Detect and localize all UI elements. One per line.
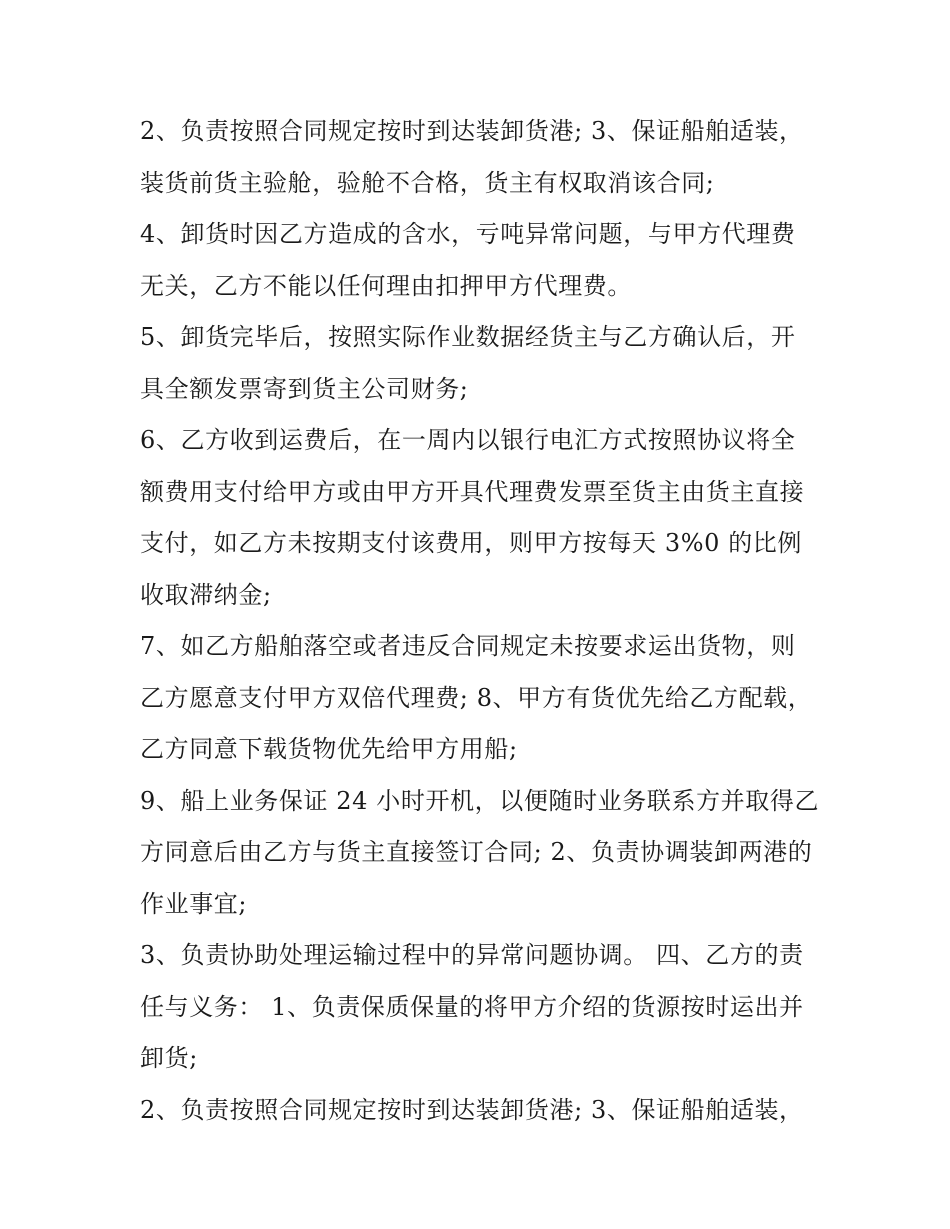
text-line: 作业事宜; bbox=[140, 889, 248, 918]
text-line: 任与义务： 1、负责保质保量的将甲方介绍的货源按时运出并 bbox=[140, 992, 804, 1021]
text-line: 4、卸货时因乙方造成的含水，亏吨异常问题，与甲方代理费 bbox=[140, 220, 796, 248]
text-line: 无关，乙方不能以任何理由扣押甲方代理费。 bbox=[140, 271, 632, 300]
document-body bbox=[140, 108, 820, 1138]
text-line: 9、船上业务保证 24 小时开机，以便随时业务联系方并取得乙 bbox=[140, 786, 820, 815]
text-line: 收取滞纳金; bbox=[140, 580, 272, 609]
text-line: 方同意后由乙方与货主直接签订合同; 2、负责协调装卸两港的 bbox=[140, 838, 813, 866]
text-line: 装货前货主验舱，验舱不合格，货主有权取消该合同; bbox=[140, 168, 715, 197]
text-line: 2、负责按照合同规定按时到达装卸货港; 3、保证船舶适装， bbox=[140, 117, 804, 145]
text-line: 乙方同意下载货物优先给甲方用船; bbox=[140, 735, 518, 763]
text-line: 支付，如乙方未按期支付该费用，则甲方按每天 3%0 的比例 bbox=[140, 529, 802, 557]
text-line: 额费用支付给甲方或由甲方开具代理费发票至货主由货主直接 bbox=[140, 477, 805, 506]
text-line: 7、如乙方船舶落空或者违反合同规定未按要求运出货物，则 bbox=[140, 632, 796, 660]
text-line: 乙方愿意支付甲方双倍代理费; 8、甲方有货优先给乙方配载， bbox=[140, 683, 813, 712]
text-line: 2、负责按照合同规定按时到达装卸货港; 3、保证船舶适装， bbox=[140, 1095, 804, 1124]
text-line: 3、负责协助处理运输过程中的异常问题协调。 四、乙方的责 bbox=[140, 941, 804, 969]
text-line: 卸货; bbox=[140, 1044, 198, 1072]
text-line: 5、卸货完毕后，按照实际作业数据经货主与乙方确认后，开 bbox=[140, 323, 796, 351]
text-line: 具全额发票寄到货主公司财务; bbox=[140, 374, 469, 403]
text-line: 6、乙方收到运费后，在一周内以银行电汇方式按照协议将全 bbox=[140, 426, 796, 454]
